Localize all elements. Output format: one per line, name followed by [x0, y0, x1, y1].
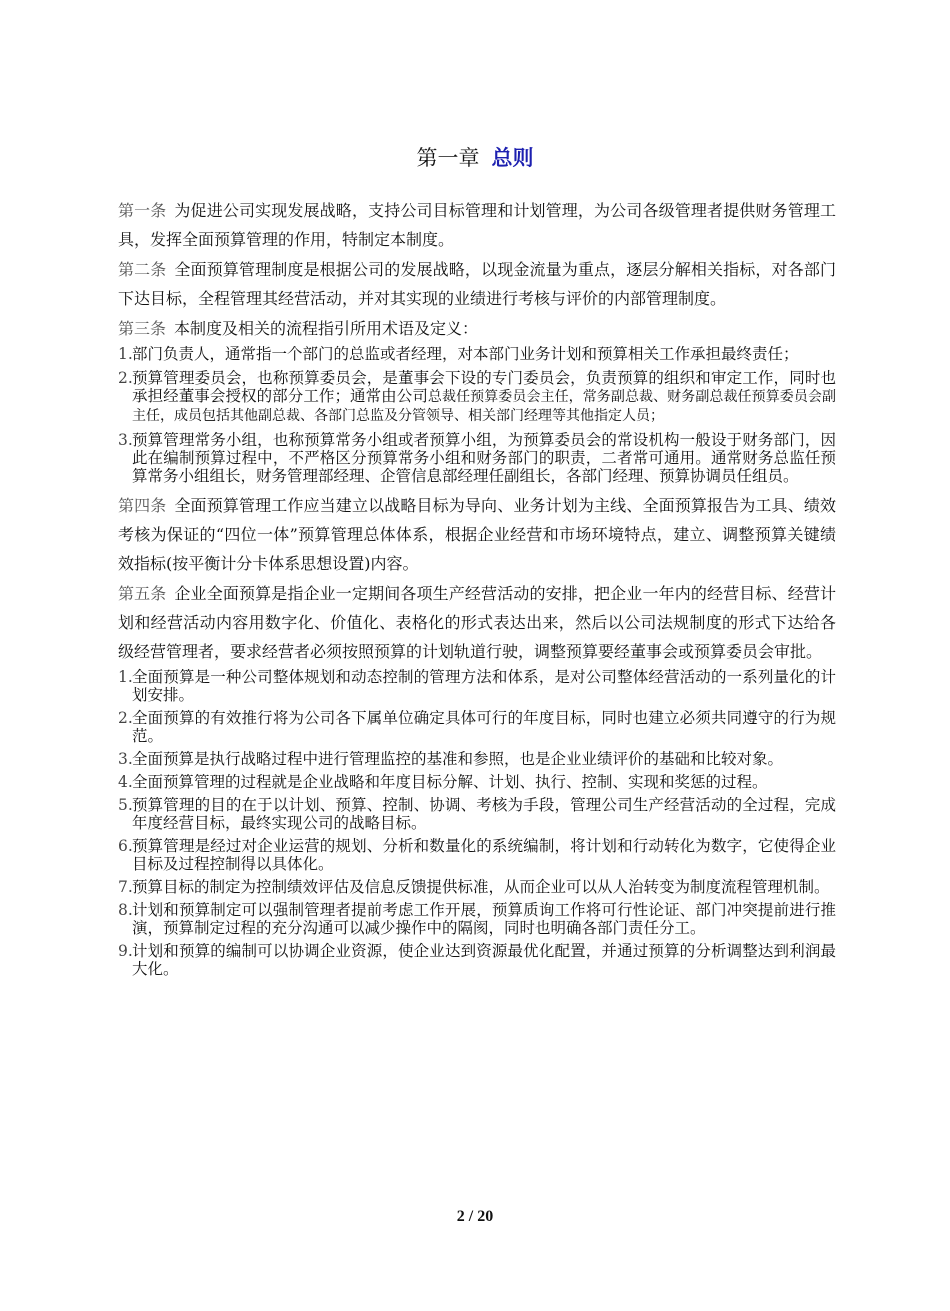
page-number: 2 / 20	[456, 1208, 494, 1225]
list-item	[118, 878, 836, 896]
item-text: 预算目标的制定为控制绩效评估及信息反馈提供标准，从而企业可以从人治转变为制度流程管理机制。	[132, 878, 830, 896]
list-item	[118, 796, 836, 832]
item-number: 7.	[118, 878, 133, 896]
item-text: 全面预算是一种公司整体规划和动态控制的管理方法和体系，是对公司整体经营活动的一系列量化的计划安排。	[132, 668, 836, 704]
article-label: 第二条	[118, 260, 167, 279]
item-text: 全面预算的有效推行将为公司各下属单位确定具体可行的年度目标，同时也建立必须共同遵守的行为规范。	[132, 709, 836, 745]
chapter-title	[0, 143, 950, 173]
list-item	[118, 837, 836, 873]
chapter-name: 总则	[491, 145, 534, 170]
item-number: 3.	[118, 750, 133, 768]
article-4	[118, 491, 836, 578]
item-number: 1.	[118, 668, 133, 686]
list-item	[118, 750, 836, 768]
article-5	[118, 579, 836, 666]
item-text: 全面预算是执行战略过程中进行管理监控的基准和参照，也是企业业绩评价的基础和比较对象。	[132, 750, 784, 768]
article-1	[118, 196, 836, 254]
item-number: 1.	[118, 345, 133, 363]
article-2	[118, 255, 836, 313]
item-number: 9.	[118, 942, 133, 960]
article-label: 第三条	[118, 319, 167, 338]
item-number: 6.	[118, 837, 133, 855]
list-item	[118, 901, 836, 937]
item-text: 预算管理是经过对企业运营的规划、分析和数量化的系统编制，将计划和行动转化为数字，它使得企业目标及过程控制得以具体化。	[132, 837, 836, 873]
item-text: 预算管理委员会，也称预算委员会，是董事会下设的专门委员会，负责预算的组织和审定工作，同时也承担经董事会授权的部分工作；通常由公司	[132, 369, 836, 405]
list-item	[118, 942, 836, 978]
article-text: 本制度及相关的流程指引所用术语及定义：	[174, 319, 479, 338]
list-item	[118, 773, 836, 791]
article-label: 第一条	[118, 201, 167, 220]
item-number: 5.	[118, 796, 133, 814]
list-item	[118, 668, 836, 704]
item-number: 2.	[118, 709, 133, 727]
article-text: 全面预算管理工作应当建立以战略目标为导向、业务计划为主线、全面预算报告为工具、绩效考核为保证的“四位一体”预算管理总体体系，根据企业经营和市场环境特点，建立、调整预算关键绩效指标(按平衡计分卡体系思想设置)内容。	[118, 496, 836, 573]
list-item	[118, 369, 836, 425]
list-item	[118, 709, 836, 745]
article-label: 第四条	[118, 496, 167, 515]
article-3	[118, 314, 836, 343]
chapter-number: 第一章	[416, 146, 480, 170]
term-definition-list	[118, 345, 836, 485]
article-text: 为促进公司实现发展战略，支持公司目标管理和计划管理，为公司各级管理者提供财务管理工具，发挥全面预算管理的作用，特制定本制度。	[118, 201, 836, 249]
budget-point-list	[118, 668, 836, 978]
article-text: 企业全面预算是指企业一定期间各项生产经营活动的安排，把企业一年内的经营目标、经营计划和经营活动内容用数字化、价值化、表格化的形式表达出来，然后以公司法规制度的形式下达给各级经营管理者，要求经营者必须按照预算的计划轨道行驶，调整预算要经董事会或预算委员会审批。	[118, 584, 836, 661]
list-item	[118, 345, 836, 363]
item-text-small: 总裁任预算委员会主任，常务副总裁、财务副总裁任预算委员会副主任，成员包括其他副总裁、各部门总监及分管领导、相关部门经理等其他指定人员；	[132, 389, 836, 424]
item-number: 4.	[118, 773, 133, 791]
item-text: 计划和预算制定可以强制管理者提前考虑工作开展，预算质询工作将可行性论证、部门冲突提前进行推演，预算制定过程的充分沟通可以减少操作中的隔阂，同时也明确各部门责任分工。	[132, 901, 836, 937]
article-text: 全面预算管理制度是根据公司的发展战略，以现金流量为重点，逐层分解相关指标，对各部门下达目标，全程管理其经营活动，并对其实现的业绩进行考核与评价的内部管理制度。	[118, 260, 836, 308]
item-number: 3.	[118, 431, 133, 449]
article-label: 第五条	[118, 584, 167, 603]
item-text: 预算管理常务小组，也称预算常务小组或者预算小组，为预算委员会的常设机构一般设于财务部门，因此在编制预算过程中，不严格区分预算常务小组和财务部门的职责，二者常可通用。通常财务总监任预算常务小组组长，财务管理部经理、企管信息部经理任副组长，各部门经理、预算协调员任组员。	[132, 431, 836, 485]
item-text: 预算管理的目的在于以计划、预算、控制、协调、考核为手段，管理公司生产经营活动的全过程，完成年度经营目标，最终实现公司的战略目标。	[132, 796, 836, 832]
document-body	[118, 196, 836, 983]
list-item	[118, 431, 836, 485]
item-text: 部门负责人，通常指一个部门的总监或者经理，对本部门业务计划和预算相关工作承担最终责任；	[132, 345, 799, 363]
item-text: 全面预算管理的过程就是企业战略和年度目标分解、计划、执行、控制、实现和奖惩的过程。	[132, 773, 768, 791]
item-number: 2.	[118, 369, 133, 387]
item-number: 8.	[118, 901, 133, 919]
item-text: 计划和预算的编制可以协调企业资源，使企业达到资源最优化配置，并通过预算的分析调整达到利润最大化。	[132, 942, 836, 978]
